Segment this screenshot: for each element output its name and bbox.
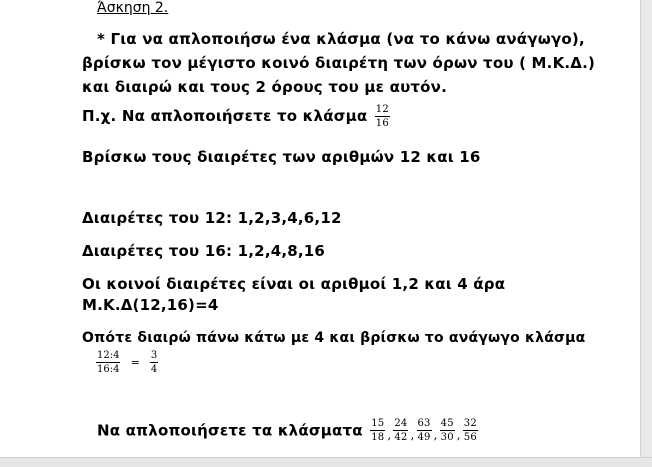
fraction-numerator: 15 — [371, 418, 385, 429]
find-divisors-line: Βρίσκω τους διαιρέτες των αριθμών 12 και 16 — [82, 148, 481, 166]
rule-line-1: * Για να απλοποιήσω ένα κλάσμα (να το κάνω ανάγωγο), — [97, 30, 585, 48]
vertical-scrollbar[interactable] — [640, 0, 652, 467]
divide-line: Οπότε διαιρώ πάνω κάτω με 4 και βρίσκω το ανάγωγο κλάσμα — [82, 330, 586, 346]
exercise-fraction-2 — [393, 418, 408, 443]
fraction-denominator: 16 — [375, 118, 389, 129]
fraction-numerator: 45 — [440, 418, 454, 429]
rule-line-2: βρίσκω τον μέγιστο κοινό διαιρέτη των όρων του ( Μ.Κ.Δ.) — [82, 54, 596, 72]
fraction-numerator: 3 — [150, 350, 158, 361]
fraction-denominator: 16:4 — [97, 364, 120, 375]
fraction-numerator: 32 — [463, 418, 477, 429]
common-divisors-line: Οι κοινοί διαιρέτες είναι οι αριθμοί 1,2 και 4 άρα — [82, 275, 506, 293]
fraction-denominator: 42 — [394, 432, 408, 443]
fraction-numerator: 12 — [375, 104, 389, 115]
horizontal-scrollbar[interactable] — [0, 457, 652, 467]
example-line — [82, 104, 392, 129]
exercise-title: Άσκηση 2. — [97, 0, 169, 16]
result-equation — [94, 350, 160, 375]
rule-line-3: και διαιρώ και τους 2 όρους του με αυτόν. — [82, 78, 447, 96]
fraction-numerator: 12:4 — [97, 350, 120, 361]
result-right-fraction — [150, 350, 158, 375]
fraction-separator: , — [387, 428, 392, 442]
exercise-fraction-3 — [417, 418, 432, 443]
fraction-separator: , — [410, 428, 415, 442]
fraction-denominator: 49 — [417, 432, 431, 443]
example-fraction — [375, 104, 390, 129]
exercise-fraction-5 — [463, 418, 478, 443]
divisors-12-line: Διαιρέτες του 12: 1,2,3,4,6,12 — [82, 209, 342, 227]
exercise-line — [97, 418, 480, 443]
gcd-line: Μ.Κ.Δ(12,16)=4 — [82, 296, 219, 314]
exercise-fraction-1 — [370, 418, 385, 443]
fraction-denominator: 4 — [150, 364, 158, 375]
exercise-prefix: Να απλοποιήσετε τα κλάσματα — [97, 421, 363, 440]
fraction-numerator: 63 — [417, 418, 431, 429]
result-left-fraction — [96, 350, 120, 375]
equals-sign: = — [130, 356, 140, 369]
fraction-denominator: 18 — [371, 432, 385, 443]
fraction-separator: , — [433, 428, 438, 442]
fraction-separator: , — [456, 428, 461, 442]
fraction-denominator: 56 — [463, 432, 477, 443]
exercise-fraction-4 — [440, 418, 455, 443]
fraction-numerator: 24 — [394, 418, 408, 429]
example-prefix: Π.χ. Να απλοποιήσετε το κλάσμα — [82, 107, 368, 125]
divisors-16-line: Διαιρέτες του 16: 1,2,4,8,16 — [82, 242, 326, 260]
fraction-denominator: 30 — [440, 432, 454, 443]
